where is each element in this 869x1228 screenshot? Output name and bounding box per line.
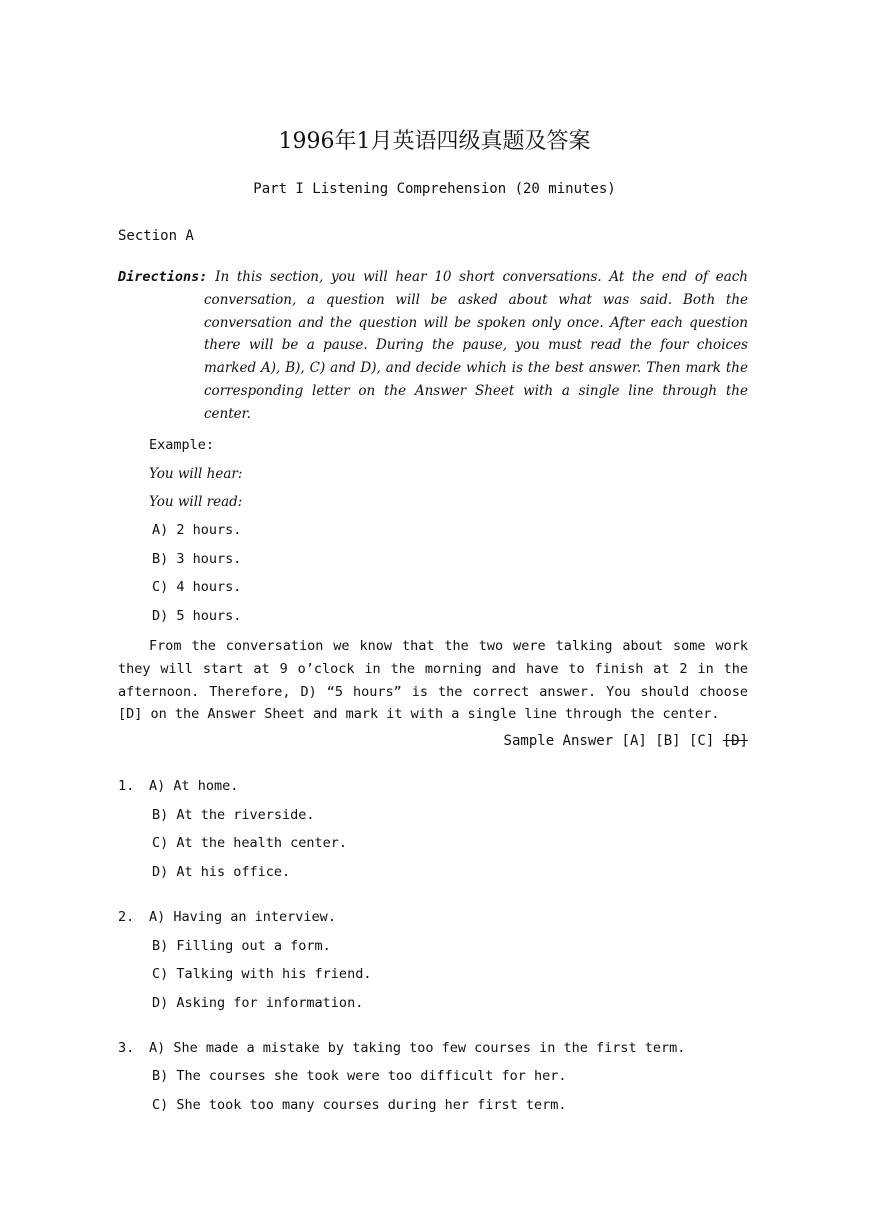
question-option: A) She made a mistake by taking too few courses in the first term.	[149, 1040, 686, 1056]
question-option: C) She took too many courses during her first term.	[152, 1097, 567, 1113]
directions-text: In this section, you will hear 10 short conversations. At the end of each conversation, a question will be asked about what was said. Both the conversation and the question will be spoken only once. After each question there will be a pause. During the pause, you must read the four choices marked A), B), C) and D), and decide which is the best answer. Then mark the corresponding letter on the Answer Sheet with a single line through the center.	[204, 269, 749, 422]
question-option: D) At his office.	[152, 864, 291, 880]
example-option: B) 3 hours.	[152, 551, 242, 567]
example-explanation: From the conversation we know that the two were talking about some work they will start at 9 o’clock in the morning and have to finish at 2 in the afternoon. Therefore, D) “5 hours” is the correct answer. You should choose [D] on the Answer Sheet and mark it with a single line through the center.	[118, 638, 748, 723]
sample-answer-marked: [D]	[722, 733, 748, 749]
question-option: A) Having an interview.	[149, 909, 336, 925]
example-hear: You will hear:	[149, 466, 243, 482]
directions-label: Directions:	[118, 269, 208, 285]
question-option: B) The courses she took were too difficult for her.	[152, 1068, 567, 1084]
example-read: You will read:	[149, 494, 243, 510]
section-heading: Section A	[118, 228, 194, 244]
question-option: C) At the health center.	[152, 835, 348, 851]
page-title: 1996年1月英语四级真题及答案	[278, 129, 591, 154]
question-number: 3.	[118, 1040, 135, 1056]
example-option: A) 2 hours.	[152, 522, 242, 538]
example-option: C) 4 hours.	[152, 579, 242, 595]
question-number: 1.	[118, 778, 135, 794]
question-option: D) Asking for information.	[152, 995, 364, 1011]
question-option: C) Talking with his friend.	[152, 966, 372, 982]
sample-answer-prefix: Sample Answer [A] [B] [C]	[503, 733, 723, 749]
directions-block	[118, 266, 748, 426]
question-option: B) Filling out a form.	[152, 938, 331, 954]
question-option: A) At home.	[149, 778, 239, 794]
sample-answer	[504, 733, 748, 749]
part-heading: Part I Listening Comprehension (20 minutes)	[253, 181, 616, 197]
example-option: D) 5 hours.	[152, 608, 242, 624]
question-option: B) At the riverside.	[152, 807, 315, 823]
question-number: 2.	[118, 909, 135, 925]
example-label: Example:	[149, 437, 215, 453]
